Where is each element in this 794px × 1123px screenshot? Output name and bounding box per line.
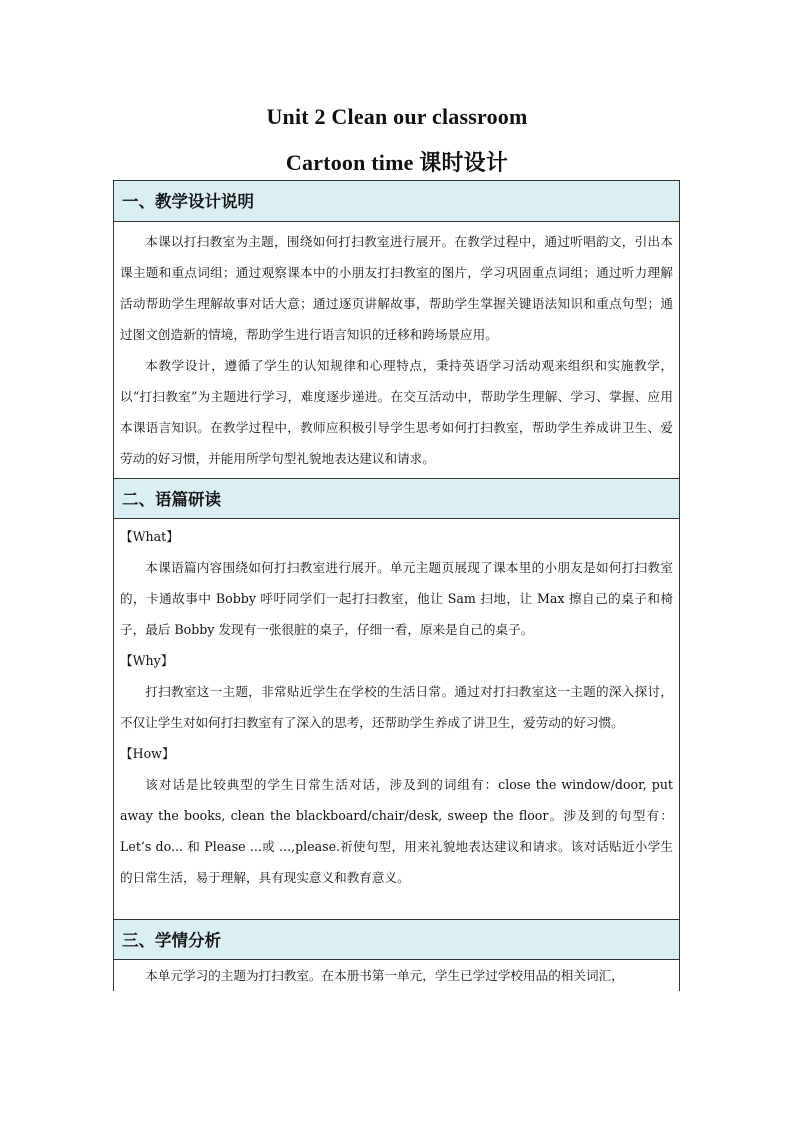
lesson-design-table bbox=[113, 180, 680, 991]
paragraph: 本课以打扫教室为主题，围绕如何打扫教室进行展开。在教学过程中，通过听唱韵文，引出本课主题和重点词组；通过观察课本中的小朋友打扫教室的图片，学习巩固重点词组；通过听力理解活动帮助学生理解故事对话大意；通过逐页讲解故事，帮助学生掌握关键语法知识和重点句型；通过图文创造新的情境，帮助学生进行语言知识的迁移和跨场景应用。 bbox=[120, 234, 673, 342]
what-label: 【What】 bbox=[120, 529, 179, 544]
section-heading: 二、语篇研读 bbox=[114, 478, 679, 519]
document-subtitle: Cartoon time 课时设计 bbox=[285, 150, 509, 175]
section-body bbox=[114, 960, 679, 991]
section-heading: 一、教学设计说明 bbox=[114, 181, 679, 222]
section-text-analysis bbox=[114, 478, 679, 919]
how-label: 【How】 bbox=[120, 746, 175, 761]
document-title: Unit 2 Clean our classroom bbox=[266, 104, 528, 129]
section-design-notes bbox=[114, 181, 679, 478]
paragraph: 本单元学习的主题为打扫教室。在本册书第一单元，学生已学过学校用品的相关词汇， bbox=[145, 968, 624, 983]
section-body bbox=[114, 519, 679, 919]
why-paragraph: 打扫教室这一主题，非常贴近学生在学校的生活日常。通过对打扫教室这一主题的深入探讨，不仅让学生对如何打扫教室有了深入的思考，还帮助学生养成了讲卫生，爱劳动的好习惯。 bbox=[120, 684, 673, 730]
what-paragraph: 本课语篇内容围绕如何打扫教室进行展开。单元主题页展现了课本里的小朋友是如何打扫教室的，卡通故事中 Bobby 呼吁同学们一起打扫教室，他让 Sam 扫地，让 Max 擦自己的桌子和椅子，最后 Bobby 发现有一张很脏的桌子，仔细一看，原来是自己的桌子。 bbox=[120, 560, 673, 637]
section-learner-analysis bbox=[114, 919, 679, 991]
section-body bbox=[114, 222, 679, 478]
paragraph: 本教学设计，遵循了学生的认知规律和心理特点，秉持英语学习活动观来组织和实施教学，以“打扫教室”为主题进行学习，难度逐步递进。在交互活动中，帮助学生理解、学习、掌握、应用本课语言知识。在教学过程中，教师应积极引导学生思考如何打扫教室，帮助学生养成讲卫生、爱劳动的好习惯，并能用所学句型礼貌地表达建议和请求。 bbox=[120, 358, 673, 466]
how-paragraph: 该对话是比较典型的学生日常生活对话，涉及到的词组有：close the window/door, put away the books, clean the blackboard/chair/desk, sweep the floor。涉及到的句型有：Let’s do... 和 Please ...或 ...,please.祈使句型，用来礼貌地表达建议和请求。该对话贴近小学生的日常生活，易于理解，具有现实意义和教育意义。 bbox=[120, 777, 673, 885]
why-label: 【Why】 bbox=[120, 653, 174, 668]
section-heading: 三、学情分析 bbox=[114, 919, 679, 960]
